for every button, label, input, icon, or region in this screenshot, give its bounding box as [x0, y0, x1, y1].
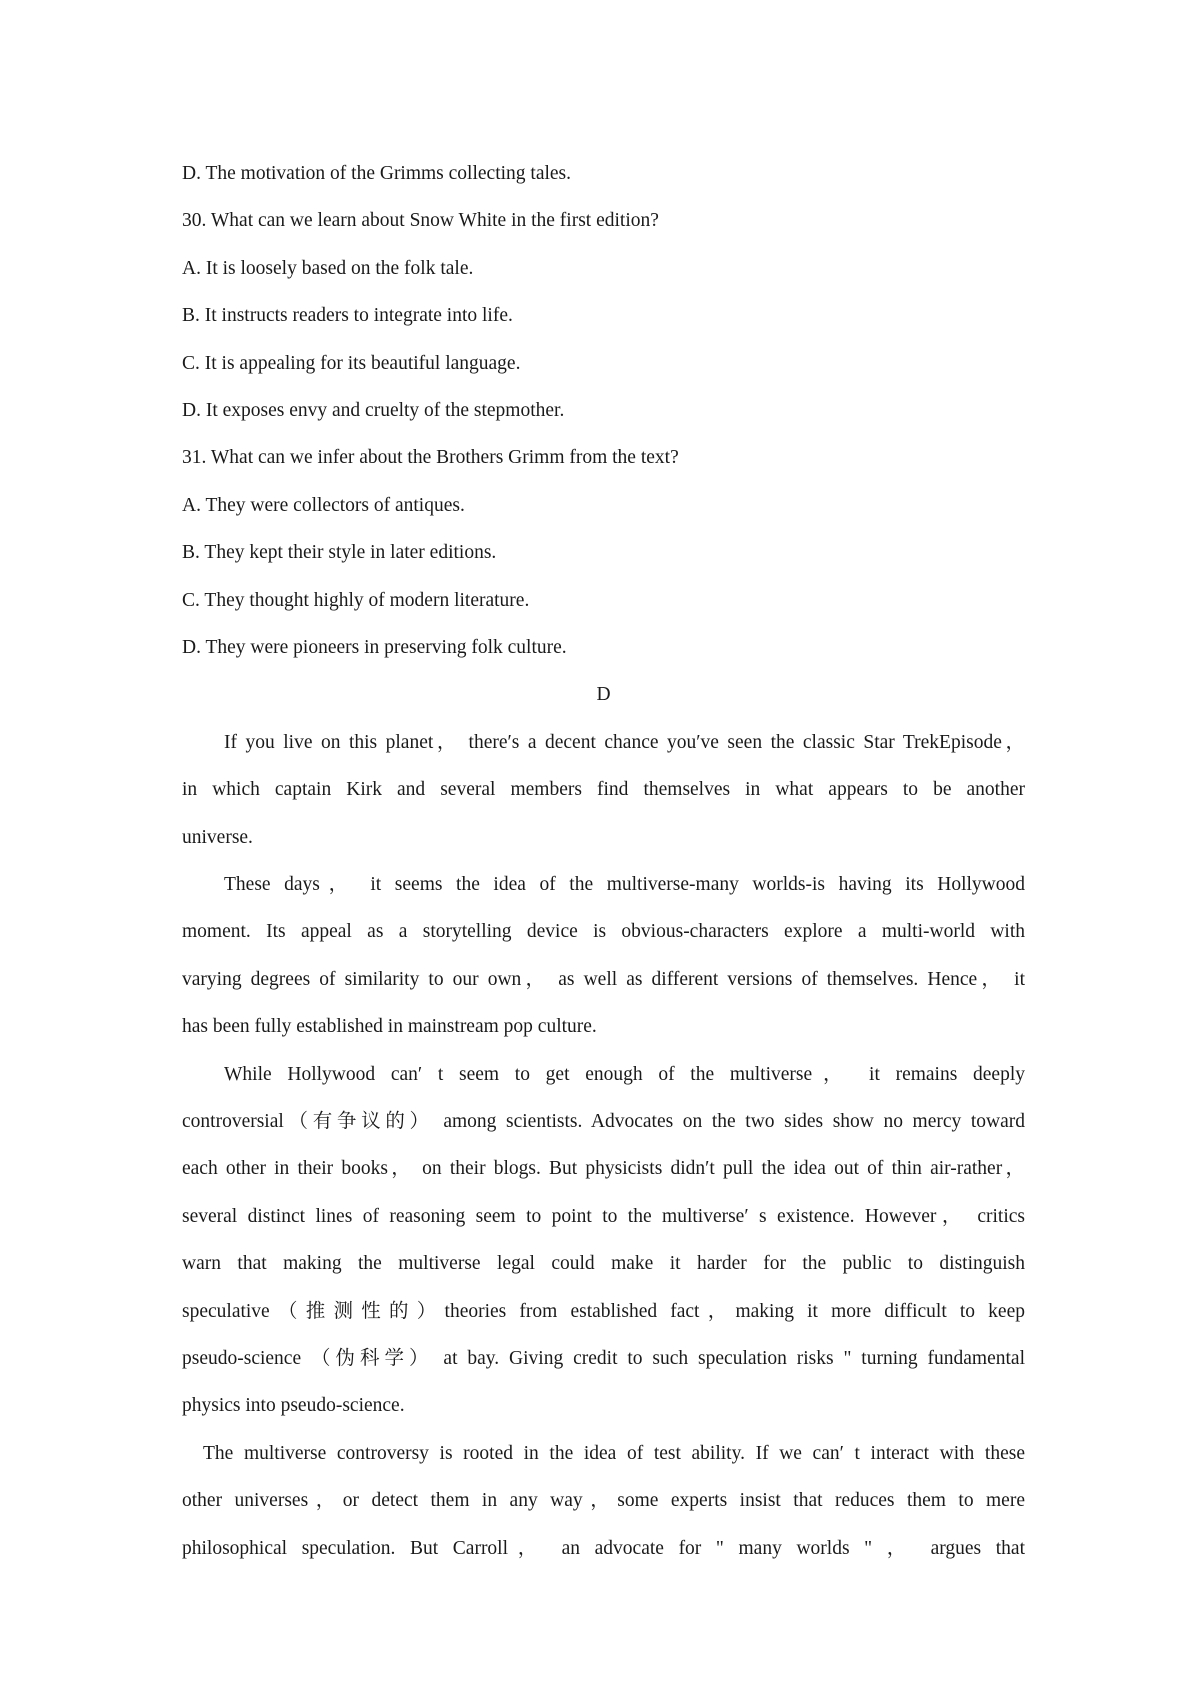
- paragraph-line: physics into pseudo-science.: [182, 1395, 405, 1417]
- answer-option: D. They were pioneers in preserving folk culture.: [182, 637, 567, 659]
- paragraph-line: controversial（有争议的） among scientists. Advocates on the two sides show no mercy toward: [182, 1111, 1025, 1132]
- answer-option: C. It is appealing for its beautiful language.: [182, 352, 521, 374]
- paragraph-line: in which captain Kirk and several members find themselves in what appears to be another: [182, 779, 1025, 801]
- answer-option: D. The motivation of the Grimms collecting tales.: [182, 163, 572, 184]
- paragraph-4: [182, 1430, 1025, 1572]
- question-31: 31. What can we infer about the Brothers Grimm from the text?: [182, 447, 679, 469]
- answer-option: D. It exposes envy and cruelty of the stepmother.: [182, 400, 565, 422]
- paragraph-line: warn that making the multiverse legal could make it harder for the public to distinguish: [182, 1253, 1025, 1275]
- paragraph-line: each other in their books， on their blogs. But physicists didn′t pull the idea out of thin air-rather，: [182, 1158, 1025, 1180]
- paragraph-3: [182, 1051, 1025, 1430]
- paragraph-line: The multiverse controversy is rooted in the idea of test ability. If we can′ t interact with these: [203, 1442, 1025, 1464]
- answer-option: B. It instructs readers to integrate into life.: [182, 305, 513, 327]
- paragraph-line: If you live on this planet， there′s a decent chance you′ve seen the classic Star TrekEpisode，: [224, 731, 1025, 753]
- paragraph-line: While Hollywood can′ t seem to get enough of the multiverse， it remains deeply: [224, 1063, 1025, 1085]
- question-30: 30. What can we learn about Snow White in the first edition?: [182, 210, 659, 232]
- paragraph-line: speculative（推测性的）theories from established fact，making it more difficult to keep: [182, 1300, 1025, 1322]
- paragraph-line: moment. Its appeal as a storytelling device is obvious-characters explore a multi-world with: [182, 921, 1025, 943]
- paragraph-2: [182, 861, 1025, 1051]
- paragraph-line: pseudo-science （伪科学） at bay. Giving credit to such speculation risks " turning fundamental: [182, 1347, 1025, 1369]
- answer-option: B. They kept their style in later editions.: [182, 542, 497, 564]
- page-content: [182, 150, 1025, 1572]
- paragraph-line: varying degrees of similarity to our own， as well as different versions of themselves. Hence， it: [182, 968, 1025, 990]
- answer-option: A. It is loosely based on the folk tale.: [182, 257, 474, 279]
- paragraph-line: other universes，or detect them in any way，some experts insist that reduces them to mere: [182, 1490, 1025, 1512]
- paragraph-line: several distinct lines of reasoning seem to point to the multiverse′ s existence. However， critics: [182, 1205, 1025, 1227]
- paragraph-1: [182, 719, 1025, 861]
- paragraph-line: These days， it seems the idea of the multiverse-many worlds-is having its Hollywood: [224, 874, 1025, 896]
- paragraph-line: has been fully established in mainstream pop culture.: [182, 1016, 597, 1038]
- answer-option: A. They were collectors of antiques.: [182, 494, 465, 516]
- paragraph-line: universe.: [182, 826, 253, 848]
- section-heading: D: [596, 684, 611, 706]
- paragraph-line: philosophical speculation. But Carroll， an advocate for " many worlds " ， argues that: [182, 1537, 1025, 1559]
- answer-option: C. They thought highly of modern literature.: [182, 589, 530, 611]
